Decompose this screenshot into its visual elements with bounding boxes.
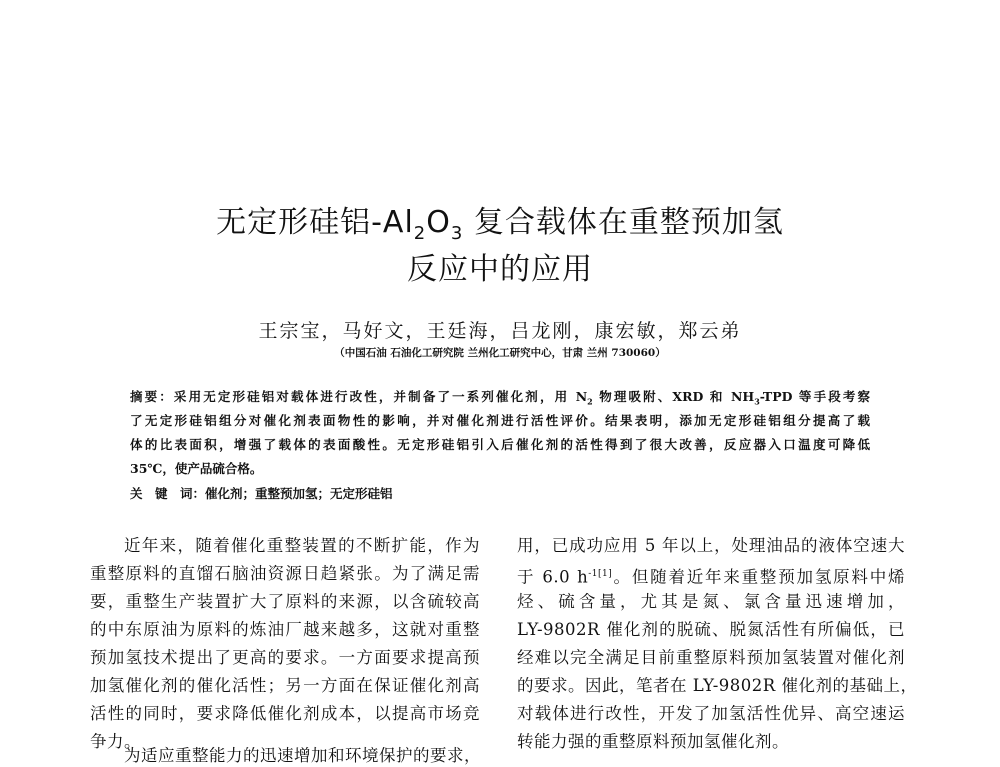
body-text: 。但随着近年来重整预加氢原料中烯 xyxy=(612,567,906,587)
body-line: LY-9802R 催化剂的脱硫、脱氮活性有所偏低，已 xyxy=(517,620,905,639)
title-text: 无定形硅铝-Al xyxy=(216,205,414,240)
body-line: 用，已成功应用 5 年以上，处理油品的液体空速大 xyxy=(517,536,905,555)
body-text: 于 6.0 h xyxy=(517,567,589,587)
keywords: 关 键 词：催化剂；重整预加氢；无定形硅铝 xyxy=(130,486,393,501)
title-subscript: 2 xyxy=(413,223,427,244)
citation-superscript: -1[1] xyxy=(588,569,613,579)
body-line: 加氢催化剂的催化活性；另一方面在保证催化剂高 xyxy=(90,676,480,695)
body-line: 对载体进行改性，开发了加氢活性优异、高空速运 xyxy=(517,704,905,723)
body-line: 重整原料的直馏石脑油资源日趋紧张。为了满足需 xyxy=(90,564,480,583)
body-line: 为适应重整能力的迅速增加和环境保护的要求， xyxy=(124,746,481,765)
body-line xyxy=(517,563,905,585)
affiliation: （中国石油 石油化工研究院 兰州化工研究中心，甘肃 兰州 730060） xyxy=(334,347,666,359)
abstract-line: 了无定形硅铝组分对催化剂表面物性的影响，并对催化剂进行活性评价。结果表明，添加无定形硅铝组分提高了载 xyxy=(130,413,870,428)
abstract-line: 体的比表面积，增强了载体的表面酸性。无定形硅铝引入后催化剂的活性得到了很大改善，反应器入口温度可降低 xyxy=(130,437,870,452)
title-text: 复合载体在重整预加氢 xyxy=(463,205,784,240)
body-line: 要，重整生产装置扩大了原料的来源，以含硫较高 xyxy=(90,592,480,611)
abstract-text: -TPD 等手段考察 xyxy=(759,389,870,404)
body-line: 的中东原油为原料的炼油厂越来越多，这就对重整 xyxy=(90,620,480,639)
body-line: 经难以完全满足目前重整原料预加氢装置对催化剂 xyxy=(517,648,905,667)
subscript: 2 xyxy=(587,396,593,407)
subscript: 3 xyxy=(754,396,760,407)
title-line-1 xyxy=(0,197,1000,244)
body-line: 的要求。因此，笔者在 LY-9802R 催化剂的基础上， xyxy=(517,676,918,695)
title-subscript: 3 xyxy=(450,223,464,244)
body-line: 转能力强的重整原料预加氢催化剂。 xyxy=(517,732,789,751)
title-line-2: 反应中的应用 xyxy=(407,252,593,287)
body-line: 争力。 xyxy=(90,732,141,751)
body-line: 近年来，随着催化重整装置的不断扩能，作为 xyxy=(124,536,480,555)
authors: 王宗宝，马好文，王廷海，吕龙刚，康宏敏，郑云弟 xyxy=(258,320,742,342)
title-text: O xyxy=(426,205,451,240)
abstract-text: 摘要：采用无定形硅铝对载体进行改性，并制备了一系列催化剂，用 N xyxy=(130,389,588,404)
abstract-line: 35℃，使产品硫合格。 xyxy=(130,461,263,476)
body-line: 烃、硫含量，尤其是氮、氯含量迅速增加， xyxy=(517,592,905,611)
abstract-text: 物理吸附、XRD 和 NH xyxy=(592,389,755,404)
body-line: 活性的同时，要求降低催化剂成本，以提高市场竞 xyxy=(90,704,480,723)
body-line: 预加氢技术提出了更高的要求。一方面要求提高预 xyxy=(90,648,480,667)
abstract-line xyxy=(130,388,870,406)
